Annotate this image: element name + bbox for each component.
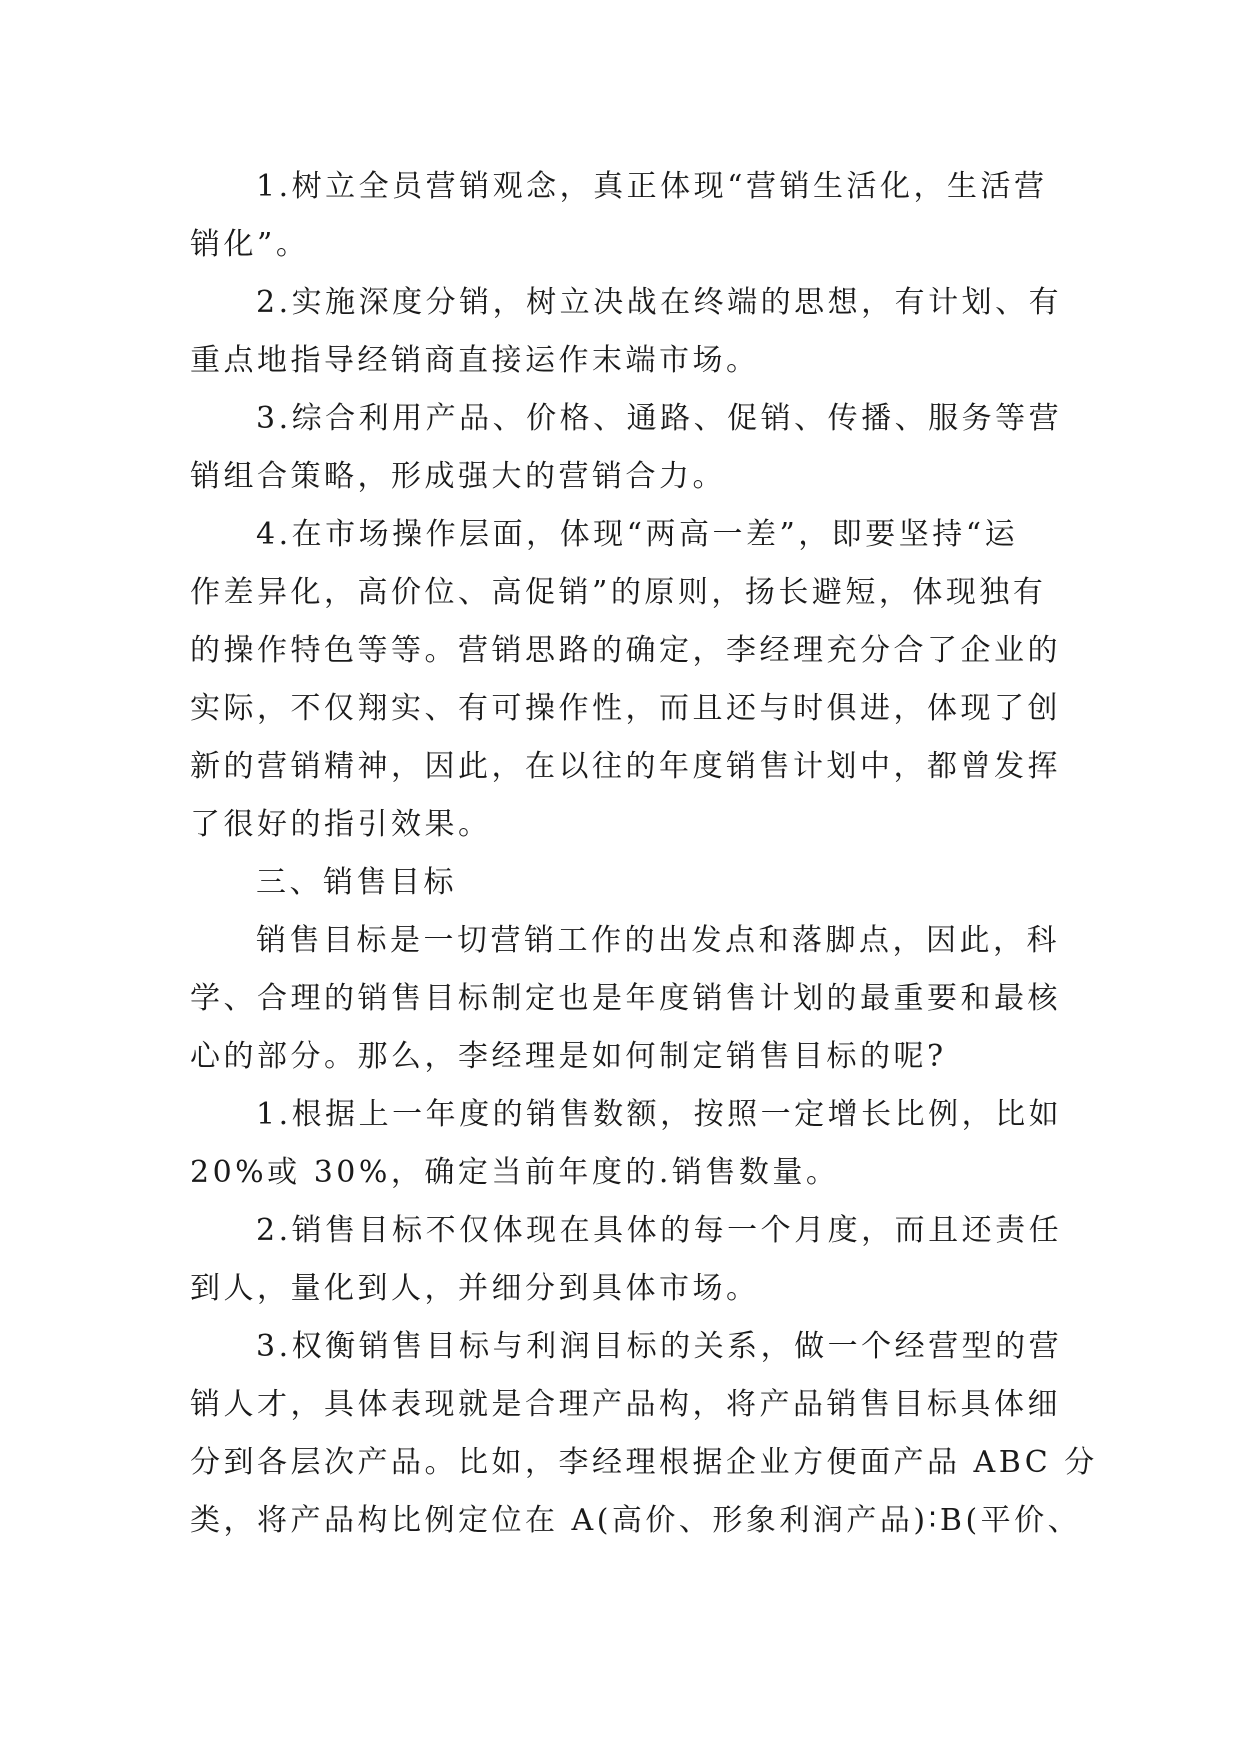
- paragraph-line: 销组合策略，形成强大的营销合力。: [190, 459, 726, 494]
- paragraph-line: 1.根据上一年度的销售数额，按照一定增长比例，比如: [256, 1097, 1063, 1132]
- paragraph-line: 心的部分。那么，李经理是如何制定销售目标的呢?: [190, 1039, 947, 1074]
- paragraph-line: 销化”。: [190, 227, 310, 262]
- paragraph-line: 2.销售目标不仅体现在具体的每一个月度，而且还责任: [256, 1213, 1063, 1248]
- paragraph-line: 学、合理的销售目标制定也是年度销售计划的最重要和最核: [190, 981, 1061, 1016]
- paragraph-line: 3.权衡销售目标与利润目标的关系，做一个经营型的营: [256, 1329, 1063, 1364]
- paragraph-line: 销售目标是一切营销工作的出发点和落脚点，因此，科: [256, 923, 1060, 958]
- paragraph-line: 分到各层次产品。比如，李经理根据企业方便面产品 ABC 分: [190, 1445, 1098, 1480]
- paragraph-line: 了很好的指引效果。: [190, 807, 492, 842]
- paragraph-line: 类，将产品构比例定位在 A(高价、形象利润产品)∶B(平价、: [190, 1503, 1082, 1538]
- paragraph-line: 实际，不仅翔实、有可操作性，而且还与时俱进，体现了创: [190, 691, 1061, 726]
- paragraph-line: 销人才，具体表现就是合理产品构，将产品销售目标具体细: [190, 1387, 1061, 1422]
- paragraph-line: 作差异化，高价位、高促销”的原则，扬长避短，体现独有: [190, 575, 1047, 610]
- paragraph-line: 3.综合利用产品、价格、通路、促销、传播、服务等营: [256, 401, 1063, 436]
- paragraph-line: 20%或 30%，确定当前年度的.销售数量。: [190, 1155, 840, 1190]
- paragraph-line: 到人，量化到人，并细分到具体市场。: [190, 1271, 760, 1306]
- paragraph-line: 重点地指导经销商直接运作末端市场。: [190, 343, 760, 378]
- paragraph-line: 2.实施深度分销，树立决战在终端的思想，有计划、有: [256, 285, 1063, 320]
- paragraph-line: 1.树立全员营销观念，真正体现“营销生活化，生活营: [256, 169, 1048, 204]
- paragraph-line: 4.在市场操作层面，体现“两高一差”，即要坚持“运: [256, 517, 1019, 552]
- paragraph-line: 的操作特色等等。营销思路的确定，李经理充分合了企业的: [190, 633, 1061, 668]
- section-heading: 三、销售目标: [256, 865, 457, 900]
- paragraph-line: 新的营销精神，因此，在以往的年度销售计划中，都曾发挥: [190, 749, 1061, 784]
- document-body: [190, 158, 1098, 1550]
